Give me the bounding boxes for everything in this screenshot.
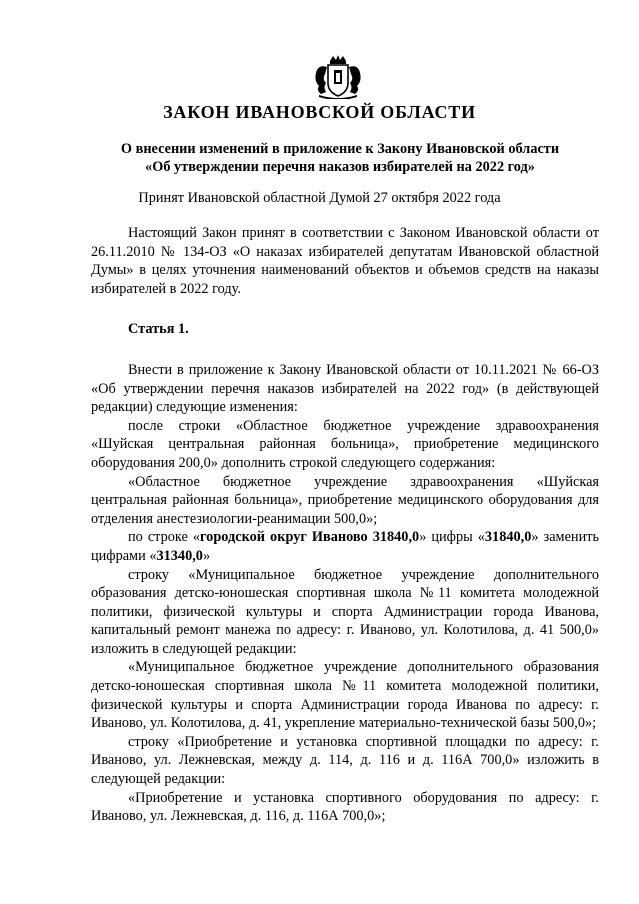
preamble-paragraph: Настоящий Закон принят в соответствии с Законом Ивановской области от 26.11.2010 № 134-ОЗ «О наказах избирателей депутатам Ивановской областной Думы» в целях уточнения наименований объектов и объемов средств на наказы избирателей в 2022 году. [91,225,599,297]
article-heading: Статья 1. [128,321,189,338]
bold-old-figure: 31840,0 [484,529,532,546]
law-body [91,224,599,826]
amendment-paragraph-2: «Областное бюджетное учреждение здравоохранения «Шуйская центральная районная больница», приобретение медицинского оборудования для отделения анестезиологии-реанимации 500,0»; [91,473,599,527]
amendment-paragraph-3: по строке «городской округ Иваново 31840,0» цифры «31840,0» заменить цифрами «31340,0» [91,529,600,564]
amendment-paragraph-6: строку «Приобретение и установка спортивной площадки по адресу: г. Иваново, ул. Лежневская, между д. 114, д. 116 и д. 116А 700,0» изложить в следующей редакции: [91,733,599,788]
law-subtitle [60,140,620,176]
amendment-paragraph-1: после строки «Областное бюджетное учреждение здравоохранения «Шуйская центральная районная больница», приобретение медицинского оборудования 200,0» дополнить строкой следующего содержания: [91,417,599,471]
subtitle-line-1: О внесении изменений в приложение к Закону Ивановской области [120,141,560,157]
law-title: ЗАКОН ИВАНОВСКОЙ ОБЛАСТИ [163,102,476,122]
amendment-paragraph-7: «Приобретение и установка спортивного оборудования по адресу: г. Иваново, ул. Лежневская, д. 116, д. 116А 700,0»; [91,789,599,825]
article-intro: Внести в приложение к Закону Ивановской области от 10.11.2021 № 66-ОЗ «Об утверждении перечня наказов избирателей на 2022 год» (в действующей редакции) следующие изменения: [91,361,599,416]
bold-new-figure: 31340,0 [156,547,203,564]
bold-district-text: городской округ Иваново 31840,0 [200,529,420,546]
amendment-paragraph-4: строку «Муниципальное бюджетное учреждение дополнительного образования детско-юношеская спортивная школа №11 комитета молодежной политики, физической культуры и спорта Администрации города Иванова, капитальный ремонт манежа по адресу: г. Иваново, ул. Колотилова, д. 41 500,0» изложить в следующей редакции: [91,566,599,657]
ivanovo-coat-of-arms-icon [313,55,363,99]
adoption-note: Принят Ивановской областной Думой 27 октября 2022 года [138,190,501,206]
amendment-paragraph-5: «Муниципальное бюджетное учреждение дополнительного образования детско-юношеская спортивная школа №11 комитета молодежной политики, физической культуры и спорта Администрации города Иванова по адресу: г. Иваново, ул. Колотилова, д. 41, укрепление материально-технической базы 500,0»; [91,659,599,732]
subtitle-line-2: «Об утверждении перечня наказов избирателей на 2022 год» [145,159,535,175]
